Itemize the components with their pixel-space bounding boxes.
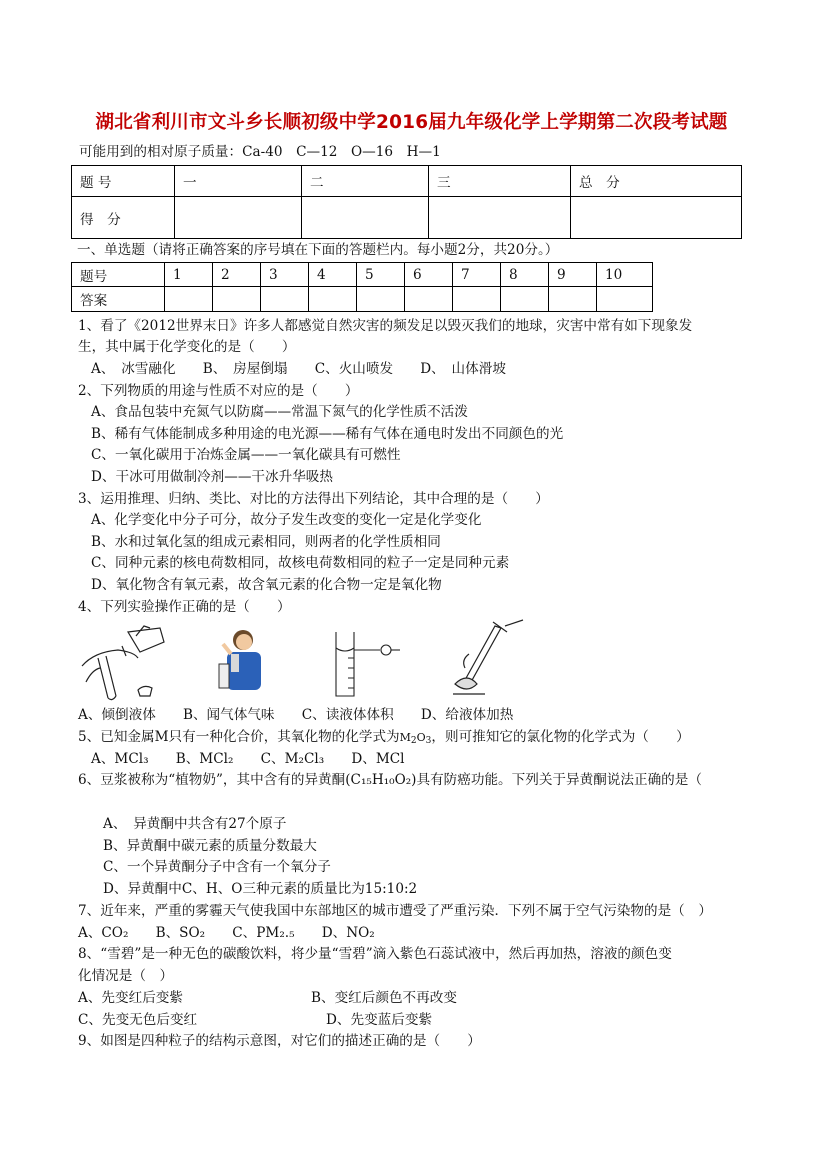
q8-option-b: B、变红后颜色不再改变 bbox=[311, 990, 457, 1006]
answer-header-num: 7 bbox=[453, 263, 501, 287]
answer-header-num: 10 bbox=[597, 263, 653, 287]
q4-stem: 4、下列实验操作正确的是（ ） bbox=[78, 599, 291, 615]
answer-cell[interactable] bbox=[213, 287, 261, 312]
answer-table bbox=[71, 262, 653, 312]
q8-stem-line1: 8、“雪碧”是一种无色的碳酸饮料，将少量“雪碧”滴入紫色石蕊试液中，然后再加热，溶液的颜色变 bbox=[78, 946, 672, 962]
answer-cell[interactable] bbox=[357, 287, 405, 312]
q5-formula: $M_2O_3$ bbox=[399, 731, 432, 746]
answer-header-num: 6 bbox=[405, 263, 453, 287]
q7-options: A、CO₂ B、SO₂ C、PM₂.₅ D、NO₂ bbox=[78, 925, 375, 941]
answer-header-num: 5 bbox=[357, 263, 405, 287]
score-cell[interactable] bbox=[302, 197, 429, 239]
q3-option-b: B、水和过氧化氢的组成元素相同，则两者的化学性质相同 bbox=[91, 534, 441, 550]
pouring-liquid-illustration bbox=[78, 622, 168, 702]
q1-stem-line2: 生，其中属于化学变化的是（ ） bbox=[78, 339, 296, 355]
q6-option-a: A、 异黄酮中共含有27个原子 bbox=[103, 816, 287, 832]
answer-cell[interactable] bbox=[549, 287, 597, 312]
answer-header-label: 题号 bbox=[72, 263, 165, 287]
q2-option-b: B、稀有气体能制成多种用途的电光源——稀有气体在通电时发出不同颜色的光 bbox=[91, 426, 564, 442]
answer-cell[interactable] bbox=[597, 287, 653, 312]
q2-option-a: A、食品包装中充氮气以防腐——常温下氮气的化学性质不活泼 bbox=[91, 404, 468, 420]
q8-stem-line2: 化情况是（ ） bbox=[78, 968, 174, 984]
q2-stem: 2、下列物质的用途与性质不对应的是（ ） bbox=[78, 383, 359, 399]
q8-option-a: A、先变红后变紫 bbox=[78, 990, 183, 1006]
q5-stem-part1: 5、已知金属M只有一种化合价，其氧化物的化学式为 bbox=[78, 729, 400, 745]
q3-option-d: D、氧化物含有氧元素，故含氧元素的化合物一定是氧化物 bbox=[91, 577, 442, 593]
answer-header-num: 1 bbox=[165, 263, 213, 287]
section-1-heading: 一、单选题（请将正确答案的序号填在下面的答题栏内。每小题2分，共20分。） bbox=[77, 242, 559, 258]
q3-stem: 3、运用推理、归纳、类比、对比的方法得出下列结论，其中合理的是（ ） bbox=[78, 491, 549, 507]
answer-cell[interactable] bbox=[501, 287, 549, 312]
answer-cell[interactable] bbox=[261, 287, 309, 312]
answer-header-num: 8 bbox=[501, 263, 549, 287]
score-header-2: 二 bbox=[302, 166, 429, 197]
q1-options: A、 冰雪融化 B、 房屋倒塌 C、火山喷发 D、 山体滑坡 bbox=[91, 361, 506, 377]
q5-options: A、MCl₃ B、MCl₂ C、M₂Cl₃ D、MCl bbox=[91, 751, 405, 767]
heating-liquid-illustration bbox=[445, 618, 529, 698]
score-header-label: 题 号 bbox=[72, 166, 175, 197]
answer-header-num: 4 bbox=[309, 263, 357, 287]
q6-stem: 6、豆浆被称为“植物奶”，其中含有的异黄酮(C₁₅H₁₀O₂)具有防癌功能。下列关于异黄酮说法正确的是（ bbox=[78, 772, 702, 788]
answer-row-label: 答案 bbox=[72, 287, 165, 312]
score-header-total: 总 分 bbox=[571, 166, 742, 197]
score-header-1: 一 bbox=[175, 166, 302, 197]
answer-header-num: 3 bbox=[261, 263, 309, 287]
q2-option-c: C、一氧化碳用于冶炼金属——一氧化碳具有可燃性 bbox=[91, 447, 401, 463]
answer-cell[interactable] bbox=[165, 287, 213, 312]
q8-option-d: D、先变蓝后变紫 bbox=[326, 1012, 433, 1028]
score-header-3: 三 bbox=[429, 166, 571, 197]
q1-stem-line1: 1、看了《2012世界末日》许多人都感觉自然灾害的频发足以毁灭我们的地球，灾害中常有如下现象发 bbox=[78, 318, 693, 334]
atomic-mass-note: 可能用到的相对原子质量：Ca-40 C—12 O—16 H—1 bbox=[79, 144, 441, 160]
q8-option-c: C、先变无色后变红 bbox=[78, 1012, 198, 1028]
answer-header-num: 2 bbox=[213, 263, 261, 287]
q2-option-d: D、干冰可用做制冷剂——干冰升华吸热 bbox=[91, 469, 333, 485]
answer-cell[interactable] bbox=[405, 287, 453, 312]
score-cell[interactable] bbox=[429, 197, 571, 239]
score-table bbox=[71, 165, 742, 239]
answer-header-num: 9 bbox=[549, 263, 597, 287]
score-cell[interactable] bbox=[175, 197, 302, 239]
smelling-gas-illustration bbox=[213, 624, 269, 696]
answer-cell[interactable] bbox=[453, 287, 501, 312]
q9-stem: 9、如图是四种粒子的结构示意图，对它们的描述正确的是（ ） bbox=[78, 1033, 481, 1049]
q6-option-b: B、异黄酮中碳元素的质量分数最大 bbox=[103, 838, 317, 854]
answer-cell[interactable] bbox=[309, 287, 357, 312]
q6-option-c: C、一个异黄酮分子中含有一个氧分子 bbox=[103, 859, 331, 875]
q3-option-c: C、同种元素的核电荷数相同，故核电荷数相同的粒子一定是同种元素 bbox=[91, 555, 510, 571]
q7-stem: 7、近年来，严重的雾霾天气使我国中东部地区的城市遭受了严重污染．下列不属于空气污染物的是（ ） bbox=[78, 903, 712, 919]
q5-stem-part2: ，则可推知它的氯化物的化学式为（ ） bbox=[431, 729, 690, 745]
reading-volume-illustration bbox=[330, 628, 406, 698]
q3-option-a: A、化学变化中分子可分，故分子发生改变的变化一定是化学变化 bbox=[91, 512, 482, 528]
score-cell[interactable] bbox=[571, 197, 742, 239]
q6-option-d: D、异黄酮中C、H、O三种元素的质量比为15:10:2 bbox=[103, 881, 418, 897]
q4-options: A、倾倒液体 B、闻气体气味 C、读液体体积 D、给液体加热 bbox=[78, 707, 514, 723]
exam-title: 湖北省利川市文斗乡长顺初级中学2016届九年级化学上学期第二次段考试题 bbox=[95, 112, 728, 133]
score-row-label: 得 分 bbox=[72, 197, 175, 239]
